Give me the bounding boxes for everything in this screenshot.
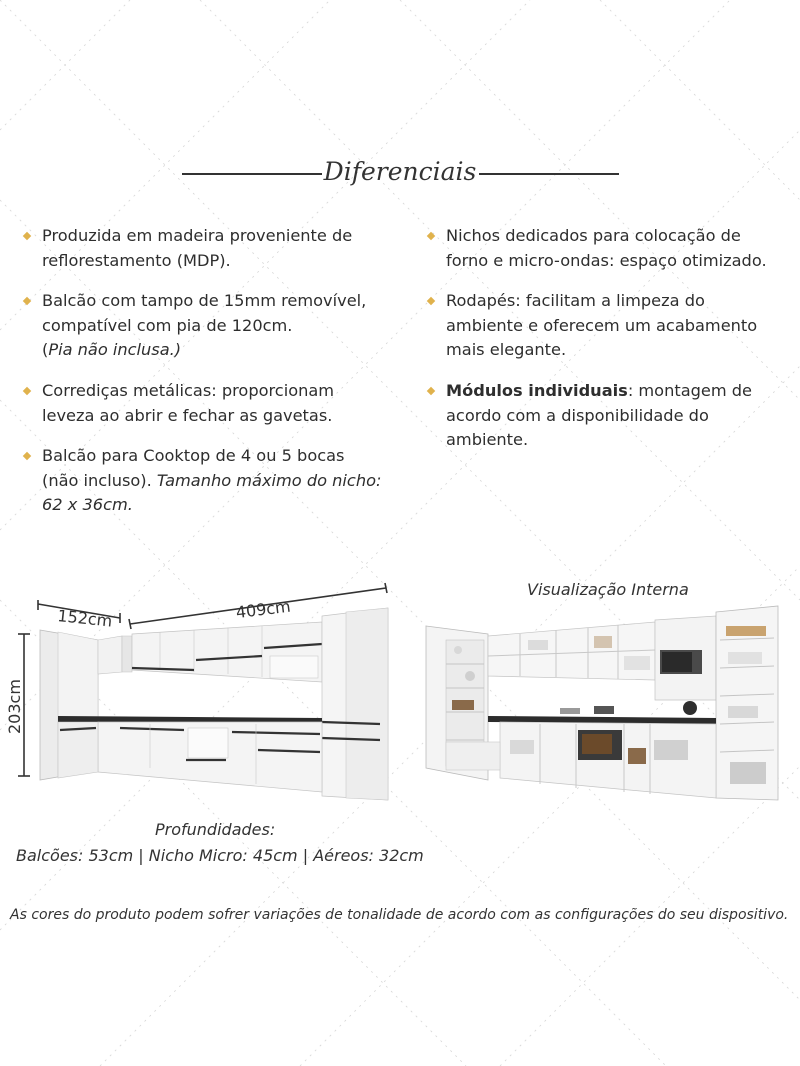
feature-text: Tamanho máximo do nicho: xyxy=(156,470,382,490)
feature-text: Balcão com tampo de 15mm removível, xyxy=(42,291,367,311)
feature-text: ambiente. xyxy=(446,430,529,450)
feature-text: Pia não inclusa.) xyxy=(48,340,182,360)
feature-text: (não incluso). xyxy=(42,470,157,490)
feature-text: Corrediças metálicas: proporcionam xyxy=(42,380,335,400)
feature-text: mais elegante. xyxy=(446,340,567,360)
kitchen-exterior-image xyxy=(40,608,388,800)
feature-text: Módulos individuais xyxy=(446,380,628,400)
kitchen-interior-image xyxy=(426,606,778,800)
dimension-side: 152cm xyxy=(56,606,114,631)
feature-text: Produzida em madeira proveniente de xyxy=(42,226,353,245)
feature-text: leveza ao abrir e fechar as gavetas. xyxy=(42,405,333,425)
feature-text: acordo com a disponibilidade do xyxy=(446,405,709,425)
dimension-main: 409cm xyxy=(234,596,292,623)
depths-text: Balcões: 53cm | Nicho Micro: 45cm | Aéreos: 32cm xyxy=(16,846,424,865)
internal-view-caption: Visualização Interna xyxy=(527,580,689,599)
feature-text: 62 x 36cm. xyxy=(42,495,133,515)
feature-text: Balcão para Cooktop de 4 ou 5 bocas xyxy=(42,446,345,466)
section-title: Diferenciais xyxy=(323,157,477,186)
feature-text: compatível com pia de 120cm. xyxy=(42,315,293,335)
feature-text: Nichos dedicados para colocação de xyxy=(446,226,741,245)
feature-text: ambiente e oferecem um acabamento xyxy=(446,315,758,335)
depths-title: Profundidades: xyxy=(155,820,276,839)
feature-text: Rodapés: facilitam a limpeza do xyxy=(446,291,705,311)
feature-text: reflorestamento (MDP). xyxy=(42,250,231,270)
feature-text: : montagem de xyxy=(627,380,752,400)
color-disclaimer: As cores do produto podem sofrer variações de tonalidade de acordo com as configurações do seu dispositivo. xyxy=(10,907,789,923)
feature-text: forno e micro-ondas: espaço otimizado. xyxy=(446,250,767,270)
dimension-height: 203cm xyxy=(5,679,24,734)
feature-text: ( xyxy=(42,340,49,360)
